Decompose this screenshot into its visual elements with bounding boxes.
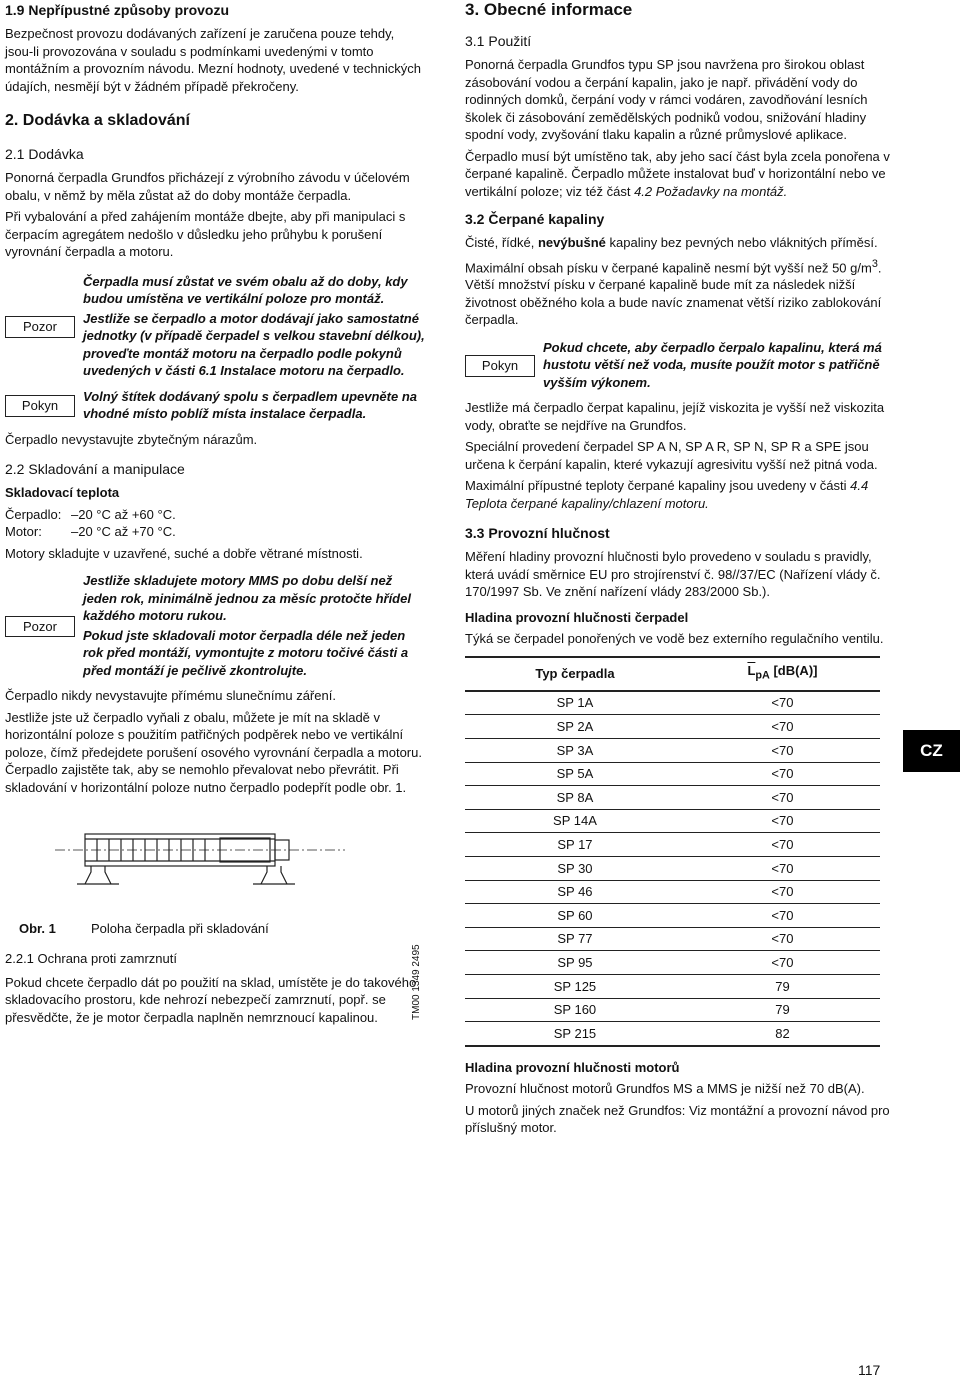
section-3-3-para-1: Měření hladiny provozní hlučnosti bylo provedeno v souladu s pravidly, která uvádí směrnice EU pro strojírenství č. 98/​/37/EC (Nařízení vlády č. 170/1997 Sb. Ve znění nařízení vlády 283/2000 Sb.). [465,549,881,600]
section-2-2-para-3: Jestliže jste už čerpadlo vyňali z obalu, můžete je mít na skladě v horizontální poloze s použitím patřičných podpěrek nebo ve vertikální poloze, čímž předejdete porušení osového vyrovnání čerpadla a motoru. Čerpadlo zajistěte tak, aby se nemohlo převalovat nebo převrátit. Při skladování v horizontální poloze nutno čerpadlo podepřít podle obr. 1. [5,709,422,795]
section-3-2-para-5: Maximální přípustné teploty čerpané kapaliny jsou uvedeny v části 4.4 Teplota čerpané kapaliny/chlazení motoru. [465,478,869,511]
motor-noise-para-1: Provozní hlučnost motorů Grundfos MS a MMS je nižší než 70 dB(A). [465,1081,865,1097]
section-3-1-title: 3.1 Použití [465,33,532,49]
storage-temp-heading: Skladovací teplota [5,485,120,500]
table-row [465,691,880,715]
caution-note-2-line-1: Jestliže skladujete motory MMS po dobu delší než jeden rok, minimálně jednou za měsíc protočte hřídel každého motoru rukou. [83,573,411,623]
section-3-2-para-1: Čisté, řídké, nevýbušné kapaliny bez pevných nebo vláknitých příměsí. [465,235,878,250]
noise-level-cell: <70 [685,856,880,880]
section-2-2-title: 2.2 Skladování a manipulace [5,461,185,477]
figure-caption [5,920,425,938]
motor-noise-para-2: U motorů jiných značek než Grundfos: Viz montážní a provozní návod pro příslušný motor. [465,1102,890,1136]
noise-table-body [465,691,880,1046]
section-2-title: 2. Dodávka a skladování [5,112,190,129]
pump-type-cell: SP 2A [465,715,685,739]
pump-type-cell: SP 160 [465,998,685,1022]
table-row [465,739,880,763]
pump-type-cell: SP 30 [465,856,685,880]
pump-storage-drawing [5,808,425,918]
table-row [465,974,880,998]
figure-code: TM00 1349 2495 [411,944,422,1020]
section-2-1-para-3: Čerpadlo nevystavujte zbytečným nárazům. [5,431,258,447]
section-1-9-title: 1.9 Nepřípustné způsoby provozu [5,2,230,18]
caution-note-1-line-2: Jestliže se čerpadlo a motor dodávají jako samostatné jednotky (v případě čerpadel s velkou stavební délkou), proveďte montáž motoru na čerpadlo podle pokynů uvedených v části 6.1 Instalace motoru na čerpadlo. [83,310,425,378]
table-row [465,951,880,975]
pump-type-cell: SP 14A [465,809,685,833]
table-row [465,715,880,739]
noise-level-cell: 79 [685,974,880,998]
table-row [465,762,880,786]
table-row [465,927,880,951]
storage-row-motor: Motor: –20 °C až +70 °C. [5,524,176,539]
pump-type-cell: SP 1A [465,691,685,715]
motor-noise-heading: Hladina provozní hlučnosti motorů [465,1059,680,1075]
pump-noise-text: Týká se čerpadel ponořených ve vodě bez externího regulačního ventilu. [465,631,884,647]
pump-noise-heading: Hladina provozní hlučnosti čerpadel [465,609,689,625]
noise-table [465,656,880,1047]
pump-type-cell: SP 46 [465,880,685,904]
noise-level-cell: <70 [685,951,880,975]
info-note-2-text: Pokud chcete, aby čerpadlo čerpalo kapalinu, která má hustotu větší než voda, musíte použít motor s patřičně vyšším výkonem. [543,339,882,390]
noise-level-cell: 82 [685,1022,880,1046]
section-3-3-title: 3.3 Provozní hlučnost [465,525,610,542]
section-1-9-text: Bezpečnost provozu dodávaných zařízení je zaručena pouze tehdy, jsou-li provozována v souladu s podmínkami uvedenými v tomto montážním a provozním návodu. Mezní hodnoty, uvedené v technických údajích, nesmějí být v žádném případě překročeny. [5,26,421,94]
info-note-2 [465,339,890,394]
noise-level-cell: <70 [685,691,880,715]
section-2-1-para-2: Při vybalování a před zahájením montáže dbejte, aby při manipulaci s čerpacím agregátem nedošlo v důsledku jeho průhybu k porušení vyrovnání čerpadla a motoru. [5,209,406,259]
pump-type-cell: SP 125 [465,974,685,998]
section-3-2-para-4: Speciální provedení čerpadel SP A N, SP A R, SP N, SP R a SPE jsou určena k čerpání kapalin, které vykazují agresivitu vyšší než pitná voda. [465,439,878,472]
noise-level-cell: <70 [685,739,880,763]
section-3-2-para-2: Maximální obsah písku v čerpané kapalině nesmí být vyšší než 50 $g/m^3$. Větší množství písku v čerpané kapalině bude mít za následek nižší životnost oběžného kola a bude navíc znamenat větší riziko zablokování čerpadla. [465,257,882,328]
pump-type-cell: SP 17 [465,833,685,857]
caution-label: Pozor [5,316,75,338]
noise-level-cell: <70 [685,880,880,904]
pump-type-cell: SP 3A [465,739,685,763]
table-row [465,809,880,833]
right-column [465,0,890,1141]
section-2-2-1-title: 2.2.1 Ochrana proti zamrznutí [5,950,177,966]
caution-note-1 [5,273,425,382]
section-2-2-para-1: Motory skladujte v uzavřené, suché a dobře větrané místnosti. [5,545,363,561]
table-row [465,1022,880,1046]
info-note-1-text: Volný štítek dodávaný spolu s čerpadlem upevněte na vhodné místo poblíž místa instalace čerpadla. [83,388,418,421]
caution-note-2-line-2: Pokud jste skladovali motor čerpadla déle než jeden rok před montáží, vymontujte z motoru točivé části a před montáží je pečlivě zkontrolujte. [83,627,409,678]
info-label-2: Pokyn [465,355,535,377]
noise-level-cell: 79 [685,998,880,1022]
figure-pump-storage [5,808,425,918]
table-header-level: $\overline{L}_{pA}$ [dB(A)] [685,657,880,691]
pump-type-cell: SP 5A [465,762,685,786]
noise-level-cell: <70 [685,715,880,739]
left-column [5,0,425,1030]
section-3-title: 3. Obecné informace [465,0,633,19]
section-2-1-para-1: Ponorná čerpadla Grundfos přicházejí z výrobního závodu v účelovém obalu, v němž by měla zůstat až do doby montáže čerpadla. [5,170,410,203]
noise-level-cell: <70 [685,809,880,833]
pump-type-cell: SP 77 [465,927,685,951]
noise-level-cell: <70 [685,833,880,857]
language-tab: CZ [903,730,960,772]
section-3-2-para-3: Jestliže má čerpadlo čerpat kapalinu, jejíž viskozita je vyšší než viskozita vody, obraťte se nejdříve na Grundfos. [465,400,885,433]
caution-note-2 [5,572,425,681]
table-row [465,998,880,1022]
table-row [465,786,880,810]
info-note-1 [5,388,425,425]
caution-note-1-line-1: Čerpadla musí zůstat ve svém obalu až do doby, kdy budou umístěna ve vertikální poloze pro montáž. [83,273,408,306]
caution-label-2: Pozor [5,616,75,638]
info-label: Pokyn [5,395,75,417]
table-row [465,904,880,928]
section-2-2-1-text: Pokud chcete čerpadlo dát po použití na sklad, umístěte je do takového skladovacího prostoru, kde nehrozí nebezpečí zamrznutí, popř. se přesvědčte, že je motor čerpadla naplněn nemrznoucí kapalinou. [5,974,417,1025]
pump-type-cell: SP 8A [465,786,685,810]
section-3-1-para-1: Ponorná čerpadla Grundfos typu SP jsou navržena pro širokou oblast zásobování vodou a čerpání kapalin, jako je např. přivádění vody do rodinných domků, čerpání vody v rámci vodáren, zavodňování lesních školek či zásobování zemědělských podniků vodou, snižování hladiny spodní vody, zvyšování tlaku kapalin a různé průmyslové aplikace. [465,57,868,142]
table-header-type: Typ čerpadla [465,657,685,691]
table-row [465,856,880,880]
section-2-1-title: 2.1 Dodávka [5,146,84,162]
table-row [465,833,880,857]
section-2-2-para-2: Čerpadlo nikdy nevystavujte přímému slunečnímu záření. [5,688,336,703]
pump-type-cell: SP 215 [465,1022,685,1046]
figure-caption-text: Poloha čerpadla při skladování [91,921,269,936]
noise-level-cell: <70 [685,786,880,810]
noise-level-cell: <70 [685,904,880,928]
noise-level-cell: <70 [685,927,880,951]
page-number: 117 [858,1362,881,1378]
section-3-2-title: 3.2 Čerpané kapaliny [465,211,605,227]
pump-type-cell: SP 95 [465,951,685,975]
noise-level-cell: <70 [685,762,880,786]
table-row [465,880,880,904]
section-3-1-para-2: Čerpadlo musí být umístěno tak, aby jeho sací část byla zcela ponořena v čerpané kapalině. Čerpadlo můžete instalovat buď v horizontální nebo ve vertikální poloze; viz též část 4.2 Požadavky na montáž. [465,148,890,199]
figure-number: Obr. 1 [19,921,56,936]
pump-type-cell: SP 60 [465,904,685,928]
storage-row-pump: Čerpadlo: –20 °C až +60 °C. [5,506,176,522]
